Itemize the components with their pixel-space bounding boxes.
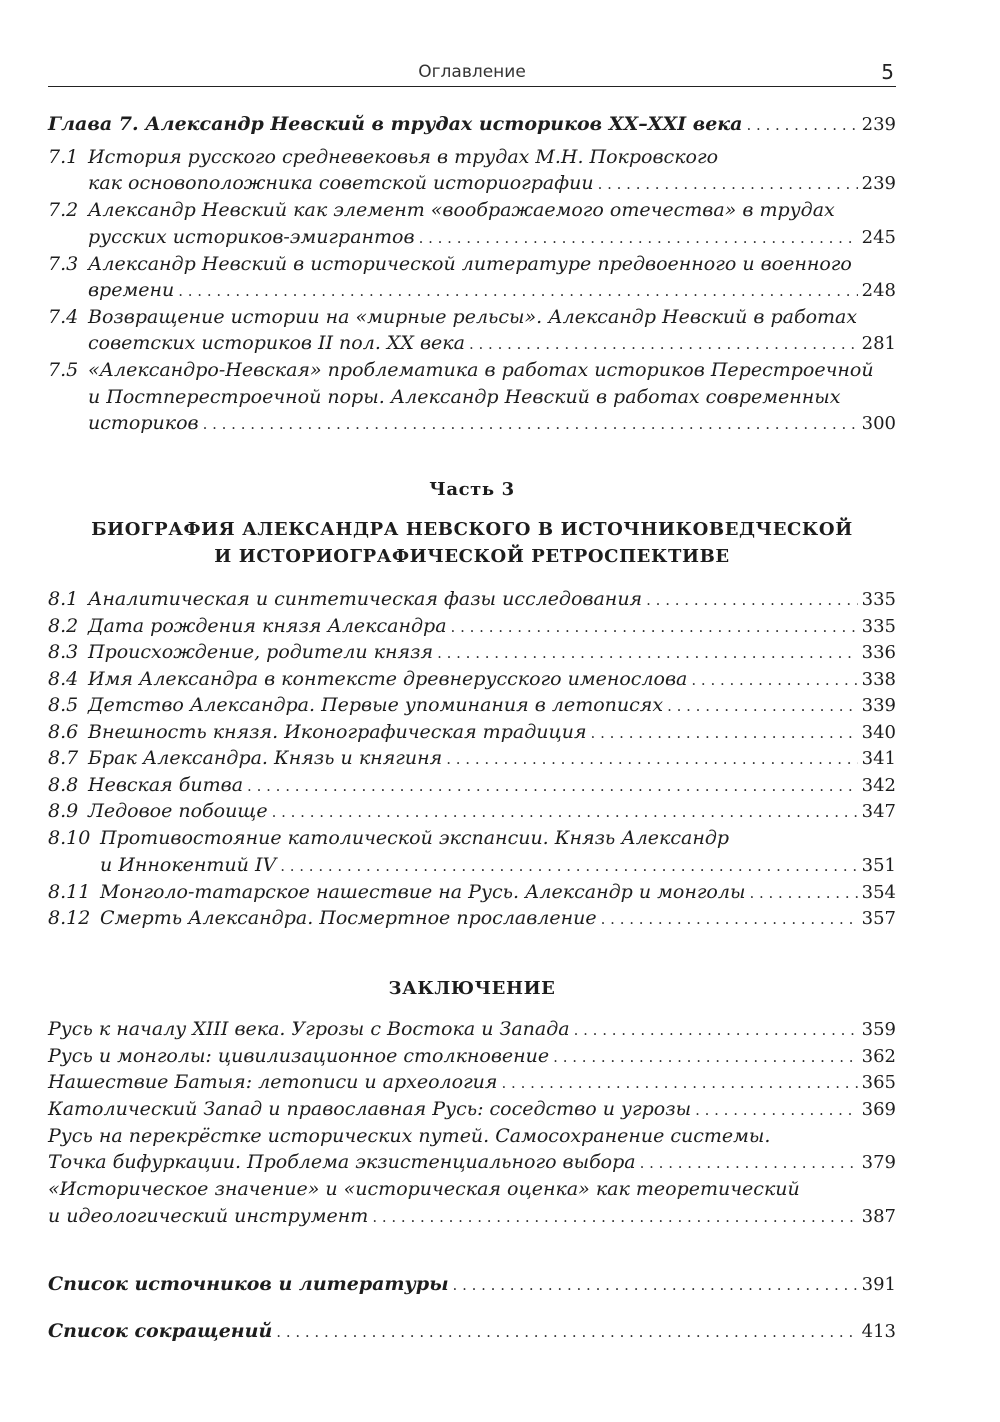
toc-entry-7-2-cont[interactable] — [48, 224, 896, 250]
toc-entry-title-cont: и Иннокентий IV — [100, 854, 277, 876]
leader-dots — [601, 906, 858, 932]
toc-entry-title: Александр Невский как элемент «воображаемого отечества» в трудах — [88, 199, 835, 221]
toc-entry-title-cont: советских историков II пол. XX века — [88, 332, 465, 354]
toc-entry-number: 7.4 — [48, 306, 79, 328]
toc-entry-7-5-cont2[interactable] — [48, 410, 896, 436]
toc-entry-title: Нашествие Батыя: летописи и археология — [48, 1071, 498, 1093]
toc-entry-title: «Историческое значение» и «историческая оценка» как теоретический — [48, 1178, 800, 1200]
leader-dots — [598, 171, 858, 197]
toc-entry-page: 347 — [861, 801, 896, 822]
toc-entry-8-4[interactable] — [48, 666, 896, 692]
toc-entry-page: 342 — [861, 775, 896, 796]
toc-entry-number: 8.12 — [48, 907, 91, 929]
leader-dots — [446, 746, 857, 772]
toc-entry-page: 387 — [861, 1206, 896, 1227]
toc-entry-7-3-cont[interactable] — [48, 277, 896, 303]
leader-dots — [247, 773, 858, 799]
toc-entry-title: Происхождение, родители князя — [88, 641, 434, 663]
toc-entry-number: 7.2 — [48, 199, 79, 221]
leader-dots — [451, 614, 858, 640]
toc-entry-8-5[interactable] — [48, 692, 896, 718]
toc-entry-title: Глава 7. Александр Невский в трудах историков XX–XXI века — [48, 113, 743, 135]
toc-entry-abbreviations[interactable] — [48, 1318, 896, 1344]
toc-entry-title: Список сокращений — [48, 1320, 273, 1342]
toc-entry-title: Список источников и литературы — [48, 1273, 449, 1295]
leader-dots — [591, 720, 858, 746]
toc-entry-number: 8.6 — [48, 721, 79, 743]
toc-entry-title: Брак Александра. Князь и княгиня — [88, 747, 443, 769]
leader-dots — [667, 693, 858, 719]
toc-entry-title-cont: и идеологический инструмент — [48, 1205, 369, 1227]
running-header — [48, 60, 896, 87]
toc-entry-7-1-cont[interactable] — [48, 170, 896, 196]
toc-entry-page: 354 — [861, 882, 896, 903]
leader-dots — [469, 331, 858, 357]
toc-entry-8-8[interactable] — [48, 772, 896, 798]
leader-dots — [746, 112, 857, 138]
toc-entry-8-11[interactable] — [48, 879, 896, 905]
toc-entry-page: 365 — [861, 1072, 896, 1093]
leader-dots — [502, 1070, 858, 1096]
toc-entry-page: 239 — [861, 173, 896, 194]
toc-entry-conclusion-4[interactable] — [48, 1096, 896, 1122]
toc-entry-conclusion-5-cont[interactable] — [48, 1149, 896, 1175]
toc-entry-page: 362 — [861, 1046, 896, 1067]
toc-entry-title: Монголо-татарское нашествие на Русь. Александр и монголы — [100, 881, 746, 903]
leader-dots — [178, 278, 857, 304]
toc-entry-8-12[interactable] — [48, 905, 896, 931]
toc-entry-title-cont: и Постперестроечной поры. Александр Невский в работах современных — [88, 386, 841, 408]
toc-entry-title-cont: как основоположника советской историографии — [88, 172, 594, 194]
toc-entry-conclusion-5[interactable] — [48, 1123, 896, 1149]
toc-entry-title: Католический Запад и православная Русь: соседство и угрозы — [48, 1098, 692, 1120]
toc-entry-title: Аналитическая и синтетическая фазы исследования — [88, 588, 643, 610]
part-3-title-line-1: БИОГРАФИЯ АЛЕКСАНДРА НЕВСКОГО В ИСТОЧНИКОВЕДЧЕСКОЙ — [91, 519, 853, 540]
conclusion-title: ЗАКЛЮЧЕНИЕ — [388, 978, 556, 999]
header-page-number: 5 — [881, 60, 894, 84]
toc-entry-8-10-cont[interactable] — [48, 852, 896, 878]
toc-entry-8-6[interactable] — [48, 719, 896, 745]
toc-entry-7-1[interactable] — [48, 144, 896, 170]
toc-entry-title-cont: времени — [88, 279, 175, 301]
toc-entry-number: 8.8 — [48, 774, 79, 796]
toc-entry-title: Русь на перекрёстке исторических путей. Самосохранение системы. — [48, 1125, 771, 1147]
toc-entry-conclusion-1[interactable] — [48, 1016, 896, 1042]
leader-dots — [276, 1319, 857, 1345]
toc-entry-number: 7.3 — [48, 253, 79, 275]
toc-entry-page: 239 — [861, 114, 896, 135]
toc-entry-number: 7.5 — [48, 359, 79, 381]
toc-entry-page: 300 — [861, 413, 896, 434]
header-title: Оглавление — [418, 62, 526, 82]
leader-dots — [553, 1044, 857, 1070]
toc-entry-page: 357 — [861, 908, 896, 929]
toc-entry-7-3[interactable] — [48, 251, 896, 277]
toc-entry-number: 8.2 — [48, 615, 79, 637]
toc-entry-page: 359 — [861, 1019, 896, 1040]
toc-entry-page: 335 — [861, 589, 896, 610]
toc-entry-7-5-cont[interactable] — [48, 384, 896, 410]
toc-entry-number: 8.10 — [48, 827, 91, 849]
toc-entry-title: Внешность князя. Иконографическая традиция — [88, 721, 587, 743]
toc-entry-title: Александр Невский в исторической литературе предвоенного и военного — [88, 253, 852, 275]
toc-entry-page: 391 — [861, 1274, 896, 1295]
leader-dots — [453, 1272, 858, 1298]
leader-dots — [419, 225, 858, 251]
toc-entry-7-4-cont[interactable] — [48, 330, 896, 356]
toc-entry-title: Невская битва — [88, 774, 244, 796]
toc-entry-title-cont: историков — [88, 412, 199, 434]
toc-entry-conclusion-6[interactable] — [48, 1176, 896, 1202]
toc-entry-page: 369 — [861, 1099, 896, 1120]
leader-dots — [691, 667, 857, 693]
toc-entry-page: 413 — [861, 1321, 896, 1342]
toc-entry-sources[interactable] — [48, 1271, 896, 1297]
toc-entry-8-3[interactable] — [48, 639, 896, 665]
toc-entry-title: Противостояние католической экспансии. Князь Александр — [100, 827, 730, 849]
toc-entry-number: 8.1 — [48, 588, 79, 610]
leader-dots — [646, 587, 858, 613]
toc-entry-page: 379 — [861, 1152, 896, 1173]
leader-dots — [640, 1150, 858, 1176]
toc-entry-number: 7.1 — [48, 146, 79, 168]
toc-entry-number: 8.7 — [48, 747, 79, 769]
leader-dots — [280, 853, 857, 879]
toc-entry-chapter-7[interactable] — [48, 111, 896, 137]
toc-entry-number: 8.5 — [48, 694, 79, 716]
leader-dots — [437, 640, 858, 666]
toc-entry-title: Русь и монголы: цивилизационное столкновение — [48, 1045, 550, 1067]
toc-entry-number: 8.11 — [48, 881, 91, 903]
toc-entry-page: 351 — [861, 855, 896, 876]
toc-entry-conclusion-3[interactable] — [48, 1069, 896, 1095]
leader-dots — [372, 1204, 857, 1230]
toc-entry-page: 245 — [861, 227, 896, 248]
leader-dots — [749, 880, 857, 906]
toc-entry-title-cont: Точка бифуркации. Проблема экзистенциального выбора — [48, 1151, 636, 1173]
part-3-label: Часть 3 — [429, 479, 515, 500]
toc-entry-7-5[interactable] — [48, 357, 896, 383]
toc-entry-page: 339 — [861, 695, 896, 716]
toc-entry-8-10[interactable] — [48, 825, 896, 851]
toc-entry-page: 335 — [861, 616, 896, 637]
toc-entry-title: Смерть Александра. Посмертное прославление — [100, 907, 597, 929]
part-3-title-line-2: И ИСТОРИОГРАФИЧЕСКОЙ РЕТРОСПЕКТИВЕ — [214, 546, 730, 567]
leader-dots — [203, 411, 858, 437]
toc-entry-8-2[interactable] — [48, 613, 896, 639]
toc-entry-8-9[interactable] — [48, 798, 896, 824]
toc-entry-title: Имя Александра в контексте древнерусского именослова — [88, 668, 688, 690]
toc-entry-7-4[interactable] — [48, 304, 896, 330]
toc-entry-page: 281 — [861, 333, 896, 354]
toc-entry-title-cont: русских историков-эмигрантов — [88, 226, 415, 248]
leader-dots — [574, 1017, 858, 1043]
toc-entry-title: Дата рождения князя Александра — [88, 615, 447, 637]
toc-entry-8-1[interactable] — [48, 586, 896, 612]
toc-entry-title: Возвращение истории на «мирные рельсы». Александр Невский в работах — [88, 306, 858, 328]
leader-dots — [695, 1097, 858, 1123]
toc-entry-page: 340 — [861, 722, 896, 743]
toc-entry-conclusion-6-cont[interactable] — [48, 1203, 896, 1229]
toc-entry-number: 8.3 — [48, 641, 79, 663]
toc-entry-conclusion-2[interactable] — [48, 1043, 896, 1069]
toc-entry-title: Ледовое побоище — [88, 800, 268, 822]
toc-entry-number: 8.4 — [48, 668, 79, 690]
toc-entry-page: 248 — [861, 280, 896, 301]
toc-entry-7-2[interactable] — [48, 197, 896, 223]
toc-entry-8-7[interactable] — [48, 745, 896, 771]
toc-entry-title: История русского средневековья в трудах М.Н. Покровского — [88, 146, 719, 168]
leader-dots — [272, 799, 858, 825]
toc-entry-title: Русь к началу XIII века. Угрозы с Востока и Запада — [48, 1018, 570, 1040]
toc-entry-number: 8.9 — [48, 800, 79, 822]
toc-entry-title: Детство Александра. Первые упоминания в летописях — [88, 694, 664, 716]
toc-entry-page: 341 — [861, 748, 896, 769]
toc-entry-page: 336 — [861, 642, 896, 663]
toc-entry-title: «Александро-Невская» проблематика в работах историков Перестроечной — [88, 359, 874, 381]
toc-entry-page: 338 — [861, 669, 896, 690]
